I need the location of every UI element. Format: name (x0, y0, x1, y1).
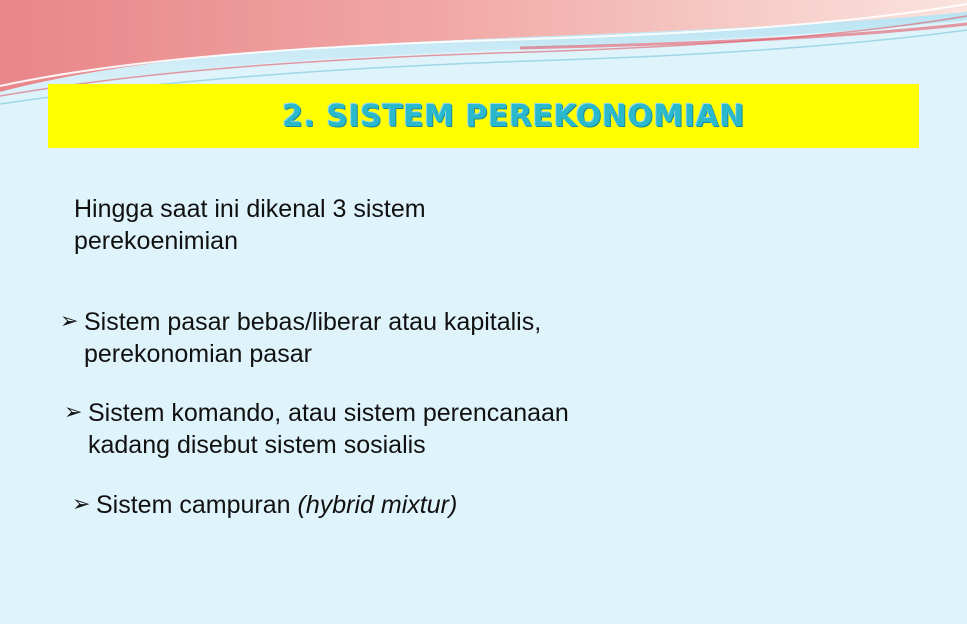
arrow-right-icon: ➢ (60, 309, 79, 334)
bullet-text: Sistem komando, atau sistem perencanaan kadang disebut sistem sosialis (88, 399, 569, 459)
bullet-emphasis-text: (hybrid mixtur) (297, 491, 458, 519)
intro-text: Hingga saat ini dikenal 3 sistem perekoenimian (74, 195, 426, 255)
bullet-item (64, 397, 569, 461)
bullet-item (60, 306, 541, 370)
arrow-right-icon: ➢ (64, 400, 83, 425)
slide-title: 2. SISTEM PEREKONOMIAN (282, 98, 745, 134)
arrow-right-icon: ➢ (72, 492, 91, 517)
bullet-item (72, 489, 457, 521)
bullet-text: Sistem pasar bebas/liberar atau kapitalis, perekonomian pasar (84, 308, 542, 368)
title-banner (48, 84, 919, 148)
bullet-text: Sistem campuran (96, 491, 291, 519)
